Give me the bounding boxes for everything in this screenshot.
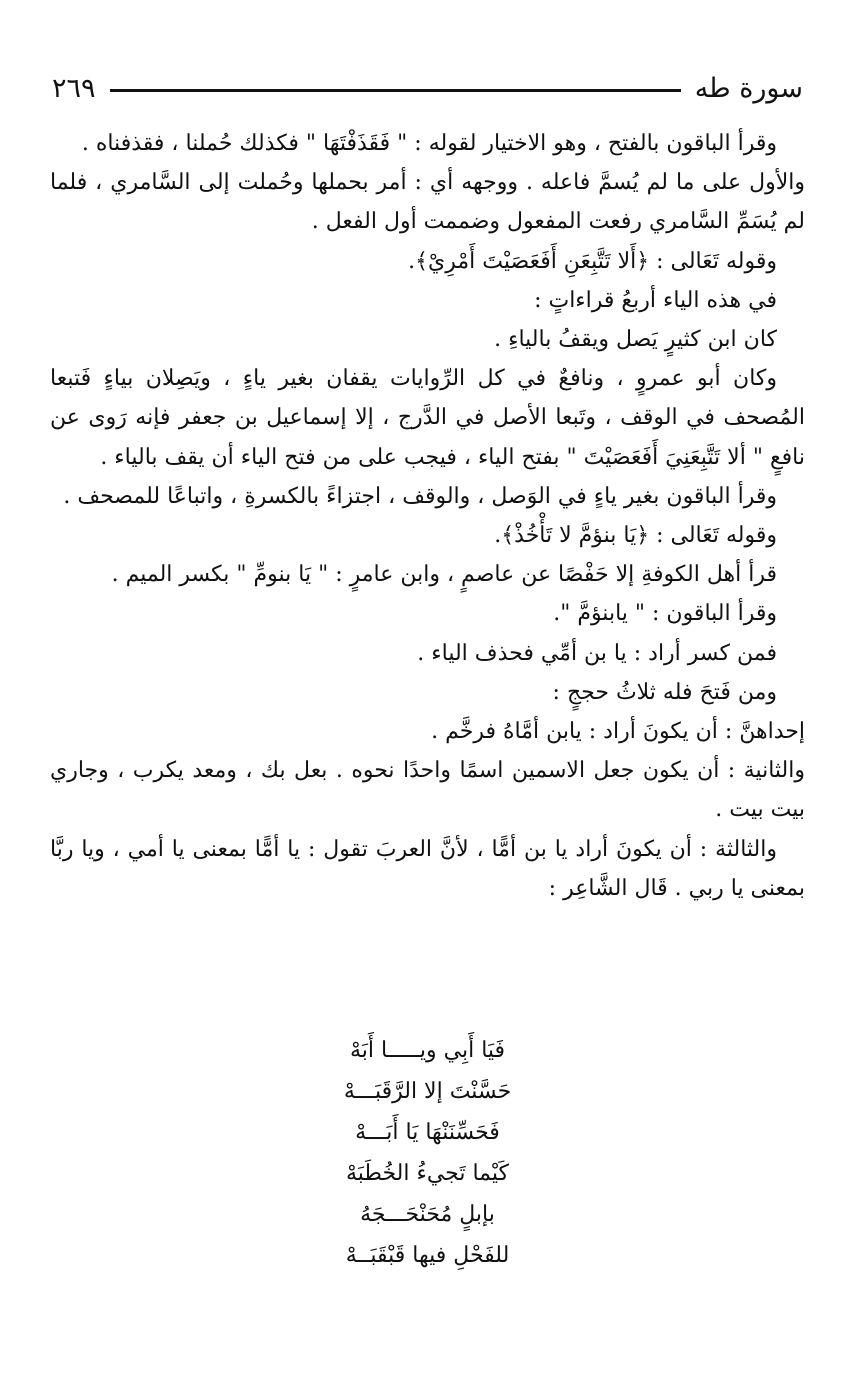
paragraph: في هذه الياء أربعُ قراءاتٍ : [534,287,777,313]
verse-line: فَيَا أَبِي ويـــــا أَبَهْ [349,1038,506,1063]
paragraph: وقرأ الباقون بالفتح ، وهو الاختيار لقوله : " فَقَذَفْتَهَا " فكذلك حُملنا ، فقذفناه . [81,131,777,156]
body-text [50,124,805,908]
paragraph: ومن فَتحَ فله ثلاثُ حججٍ : [552,679,777,705]
paragraph: وقوله تَعَالى : ﴿أَلا تَتَّبِعَنِ أَفَعَصَيْتَ أَمْرِيْ﴾. [408,248,777,274]
verse-line: كَيْما تَجيءُ الخُطَبَهْ [345,1161,510,1186]
verse-line: للفَحْلِ فيها قَبْقَبَــهْ [345,1243,510,1268]
page-header [52,66,803,110]
paragraph: والثالثة : أن يكونَ أراد يا بن أمًّا ، لأنَّ العربَ تقول : يا أمًّا بمعنى يا أمي ، ويا ربَّا بمعنى يا ربي . قَال الشَّاعِر : [50,836,805,901]
paragraph: وكان أبو عمروٍ ، ونافعٌ في كل الرِّوايات يقفان بغير ياءٍ ، ويَصِلان بياءٍ فَتبعا المُصحف في الوقف ، وتَبعا الأصل في الدَّرج ، إلا إسماعيل بن جعفر فإنه رَوى عن نافعٍ " ألا تَتَّبِعَنِيَ أَفَعَصَيْتَ " بفتح الياء ، فيجب على من فتح الياء أن يقف بالياء . [50,366,805,470]
paragraph: والأول على ما لم يُسمَّ فاعله . ووجهه أي : أمر بحملها وحُملت إلى السَّامري ، فلما لم يُسَمِّ السَّامري رفعت المفعول وضممت أول الفعل . [50,170,805,235]
header-rule [110,89,681,92]
paragraph: إحداهنَّ : أن يكونَ أراد : يابن أمَّاهُ فرخَّم . [431,719,805,745]
verse-line: حَسَّنْتَ إلا الرَّقَبَـــهْ [343,1079,512,1104]
page-number: ٢٦٩ [52,72,96,104]
paragraph: والثانية : أن يكون جعل الاسمين اسمًا واحدًا نحوه . بعل بك ، ومعد يكرب ، وجاري بيت بيت . [50,758,805,823]
paragraph: قرأ أهل الكوفةِ إلا حَفْصًا عن عاصمٍ ، وابن عامرٍ : " يَا بنومِّ " بكسر الميم . [111,562,777,588]
poem-verses [0,1030,855,1276]
verse-line: بإبلٍ مُحَنْحَـــجَهُ [360,1202,495,1227]
paragraph: وقرأ الباقون : " يابنؤمَّ ". [553,601,777,627]
verse-line: فَحَسِّنَنْهَا يَا أَبَـــهْ [355,1120,500,1145]
paragraph: فمن كسر أراد : يا بن أمِّي فحذف الياء . [417,640,777,666]
paragraph: كان ابن كثيرٍ يَصل ويقفُ بالياءِ . [494,327,777,353]
paragraph: وقرأ الباقون بغير ياءٍ في الوَصل ، والوقف ، اجتزاءً بالكسرةِ ، واتباعًا للمصحف . [63,483,777,509]
paragraph: وقوله تَعَالى : ﴿يَا بنؤمَّ لا تَأْخُذْ﴾. [494,523,777,549]
surah-title: سورة طه [694,72,803,104]
